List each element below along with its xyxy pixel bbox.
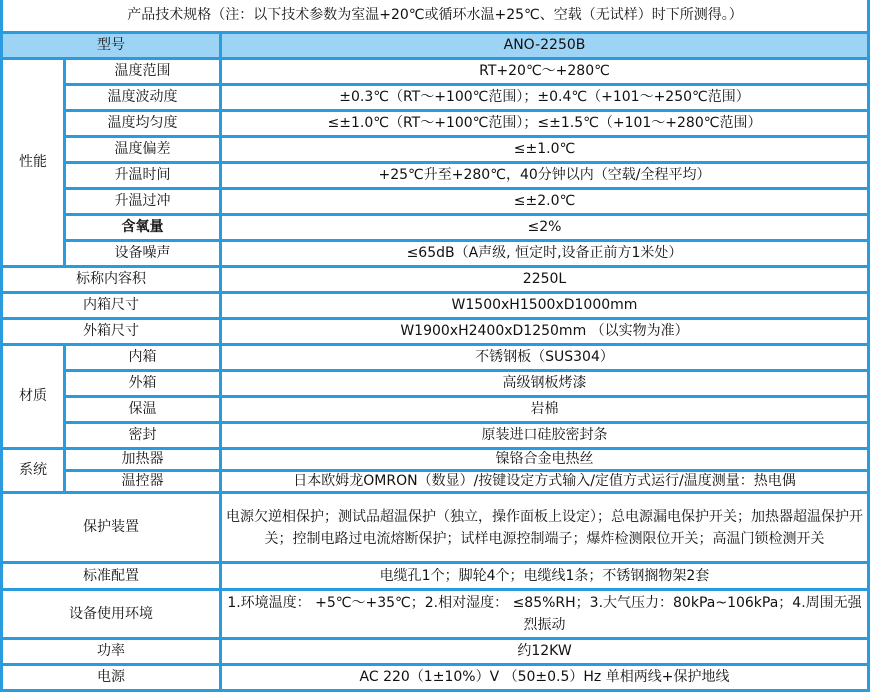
row-label: 加热器 — [65, 449, 221, 471]
row-label: 含氧量 — [65, 215, 221, 241]
row-label: 温度偏差 — [65, 137, 221, 163]
row-value: W1500xH1500xD1000mm — [221, 293, 869, 319]
group-system: 系统 — [2, 449, 65, 493]
row-value: ≤65dB（A声级, 恒定时,设备正前方1米处） — [221, 241, 869, 267]
row-label: 温度波动度 — [65, 85, 221, 111]
row-value: AC 220（1±10%）V （50±0.5）Hz 单相两线+保护地线 — [221, 665, 869, 691]
row-label: 温度均匀度 — [65, 111, 221, 137]
row-label: 升温过冲 — [65, 189, 221, 215]
row-label: 外箱 — [65, 371, 221, 397]
row-label: 设备噪声 — [65, 241, 221, 267]
row-value: 2250L — [221, 267, 869, 293]
row-label: 密封 — [65, 423, 221, 449]
row-label: 温控器 — [65, 471, 221, 493]
row-value: RT+20℃～+280℃ — [221, 59, 869, 85]
row-value: W1900xH2400xD1250mm （以实物为准） — [221, 319, 869, 345]
row-value: 日本欧姆龙OMRON（数显）/按键设定方式输入/定值方式运行/温度测量：热电偶 — [221, 471, 869, 493]
row-label: 内箱 — [65, 345, 221, 371]
model-value: ANO-2250B — [221, 33, 869, 59]
row-value: 约12KW — [221, 639, 869, 665]
row-value: 镍铬合金电热丝 — [221, 449, 869, 471]
row-value: ≤±1.0℃（RT～+100℃范围）；≤±1.5℃（+101～+280℃范围） — [221, 111, 869, 137]
row-value: 岩棉 — [221, 397, 869, 423]
row-value: 不锈钢板（SUS304） — [221, 345, 869, 371]
row-label: 标称内容积 — [2, 267, 221, 293]
row-label: 外箱尺寸 — [2, 319, 221, 345]
row-value: 1.环境温度： +5℃～+35℃；2.相对湿度： ≤85%RH；3.大气压力：80kPa~106kPa；4.周围无强烈振动 — [221, 590, 869, 639]
row-value: 高级钢板烤漆 — [221, 371, 869, 397]
model-label: 型号 — [2, 33, 221, 59]
row-label: 设备使用环境 — [2, 590, 221, 639]
row-label: 功率 — [2, 639, 221, 665]
group-performance: 性能 — [2, 59, 65, 267]
row-label: 保温 — [65, 397, 221, 423]
row-label: 保护装置 — [2, 493, 221, 563]
row-label: 温度范围 — [65, 59, 221, 85]
row-value: +25℃升至+280℃，40分钟以内（空载/全程平均） — [221, 163, 869, 189]
table-title: 产品技术规格（注：以下技术参数为室温+20℃或循环水温+25℃、空载（无试样）时下所测得。） — [2, 0, 869, 33]
row-value: ≤2% — [221, 215, 869, 241]
row-value: 电缆孔1个；脚轮4个；电缆线1条；不锈钢搁物架2套 — [221, 563, 869, 590]
group-material: 材质 — [2, 345, 65, 449]
row-label: 标准配置 — [2, 563, 221, 590]
row-label: 升温时间 — [65, 163, 221, 189]
row-label: 内箱尺寸 — [2, 293, 221, 319]
row-label: 电源 — [2, 665, 221, 691]
row-value: 电源欠逆相保护；测试品超温保护（独立，操作面板上设定）；总电源漏电保护开关；加热器超温保护开关；控制电路过电流熔断保护；试样电源控制端子；爆炸检测限位开关；高温门锁检测开关 — [221, 493, 869, 563]
row-value: ≤±2.0℃ — [221, 189, 869, 215]
row-value: ±0.3℃（RT～+100℃范围）；±0.4℃（+101～+250℃范围） — [221, 85, 869, 111]
row-value: 原装进口硅胶密封条 — [221, 423, 869, 449]
row-value: ≤±1.0℃ — [221, 137, 869, 163]
